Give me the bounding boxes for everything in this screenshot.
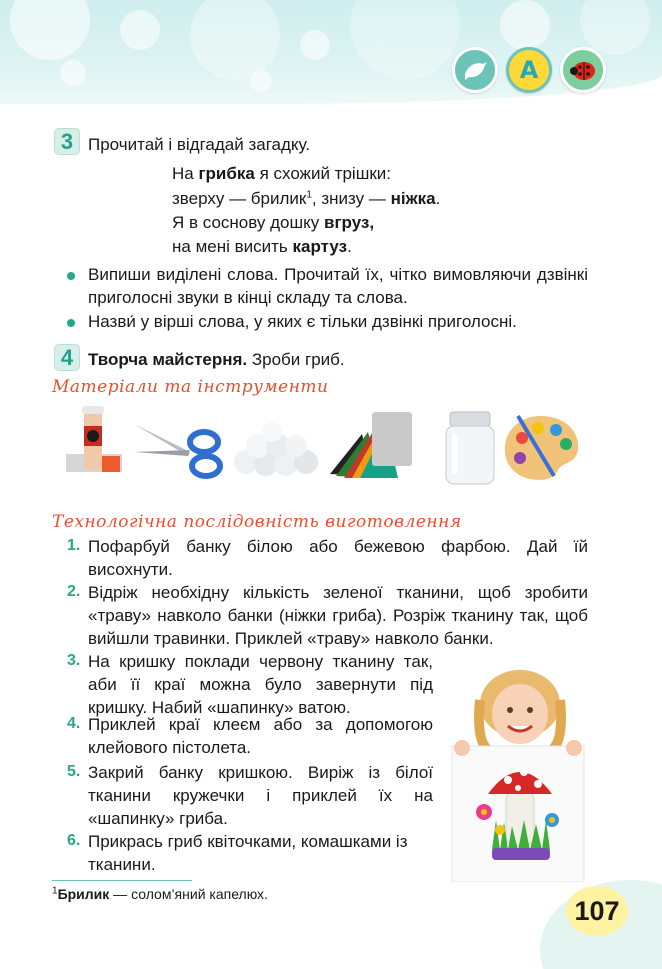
task-4-badge: 4 — [54, 344, 80, 371]
step-5-text: Закрий банку кришкою. Виріж із білої тканини кружечки і приклей їх на «шапинку» гриба. — [88, 763, 433, 828]
bird-icon — [452, 47, 498, 93]
footnote-divider — [52, 880, 192, 881]
glue-stick-image — [58, 402, 128, 482]
riddle-line-2: зверху — брилик$^1$, знизу — ніжка. — [172, 189, 441, 208]
scissors-image — [130, 412, 230, 482]
bullet-2-text: Назви́ у вірші слова, у яких є тільки дзвінкі приголосні. — [88, 312, 517, 331]
paint-palette-image — [500, 412, 582, 484]
step-number: 6. — [67, 832, 81, 849]
step-6-text: Прикрась гриб квіточками, комашками із тканини. — [88, 832, 408, 874]
girl-with-mushroom-picture — [448, 670, 588, 882]
ladybug-icon — [560, 47, 606, 93]
step-2-text: Відріж необхідну кількість зеленої тканини, щоб зробити «траву» навколо банки (ніжки гриба). Розріж тканину так, щоб вийшли травинки. Приклей «траву» навколо банки. — [88, 583, 588, 648]
step-3-text: На кришку поклади червону тканину так, аби її краї можна було завернути під кришку. Набий «шапинку» ватою. — [88, 652, 433, 717]
materials-heading: Матеріали та інструменти — [52, 377, 329, 397]
task-3-badge: 3 — [54, 128, 80, 155]
page-number-badge — [566, 886, 628, 936]
step-number: 3. — [67, 652, 81, 669]
bullet-dot — [67, 272, 75, 280]
fabric-swatches-image — [322, 404, 422, 484]
glass-jar-image — [440, 410, 500, 486]
technology-heading: Технологічна послідовність виготовлення — [52, 512, 462, 532]
bullet-1-text: Випиши виділені слова. Прочитай їх, чітко вимовляючи дзвінкі приголосні звуки в кінці складу та слова. — [88, 265, 588, 307]
step-number: 2. — [67, 583, 81, 600]
step-4-text: Приклей краї клеєм або за допомогою клейового пістолета. — [88, 715, 433, 757]
letter-a-icon: A — [506, 47, 552, 93]
task-4-instruction: Творча майстерня. Зроби гриб. — [88, 350, 345, 369]
step-number: 1. — [67, 537, 81, 554]
step-number: 5. — [67, 763, 81, 780]
bullet-dot — [67, 319, 75, 327]
riddle-line-3: Я в соснову дошку вгруз, — [172, 213, 375, 232]
page-number: 107 — [574, 895, 620, 926]
riddle-line-1: На грибка я схожий трішки: — [172, 164, 391, 183]
step-number: 4. — [67, 715, 81, 732]
step-1-text: Пофарбуй банку білою або бежевою фарбою. Дай їй висохнути. — [88, 537, 588, 579]
riddle-line-4: на мені висить картуз. — [172, 237, 352, 256]
cotton-balls-image — [232, 420, 322, 480]
task-3-instruction: Прочитай і відгадай загадку. — [88, 135, 311, 154]
footnote: $^1$Брилик — солом’яний капелюх. — [52, 885, 268, 902]
section-icons — [452, 47, 606, 93]
